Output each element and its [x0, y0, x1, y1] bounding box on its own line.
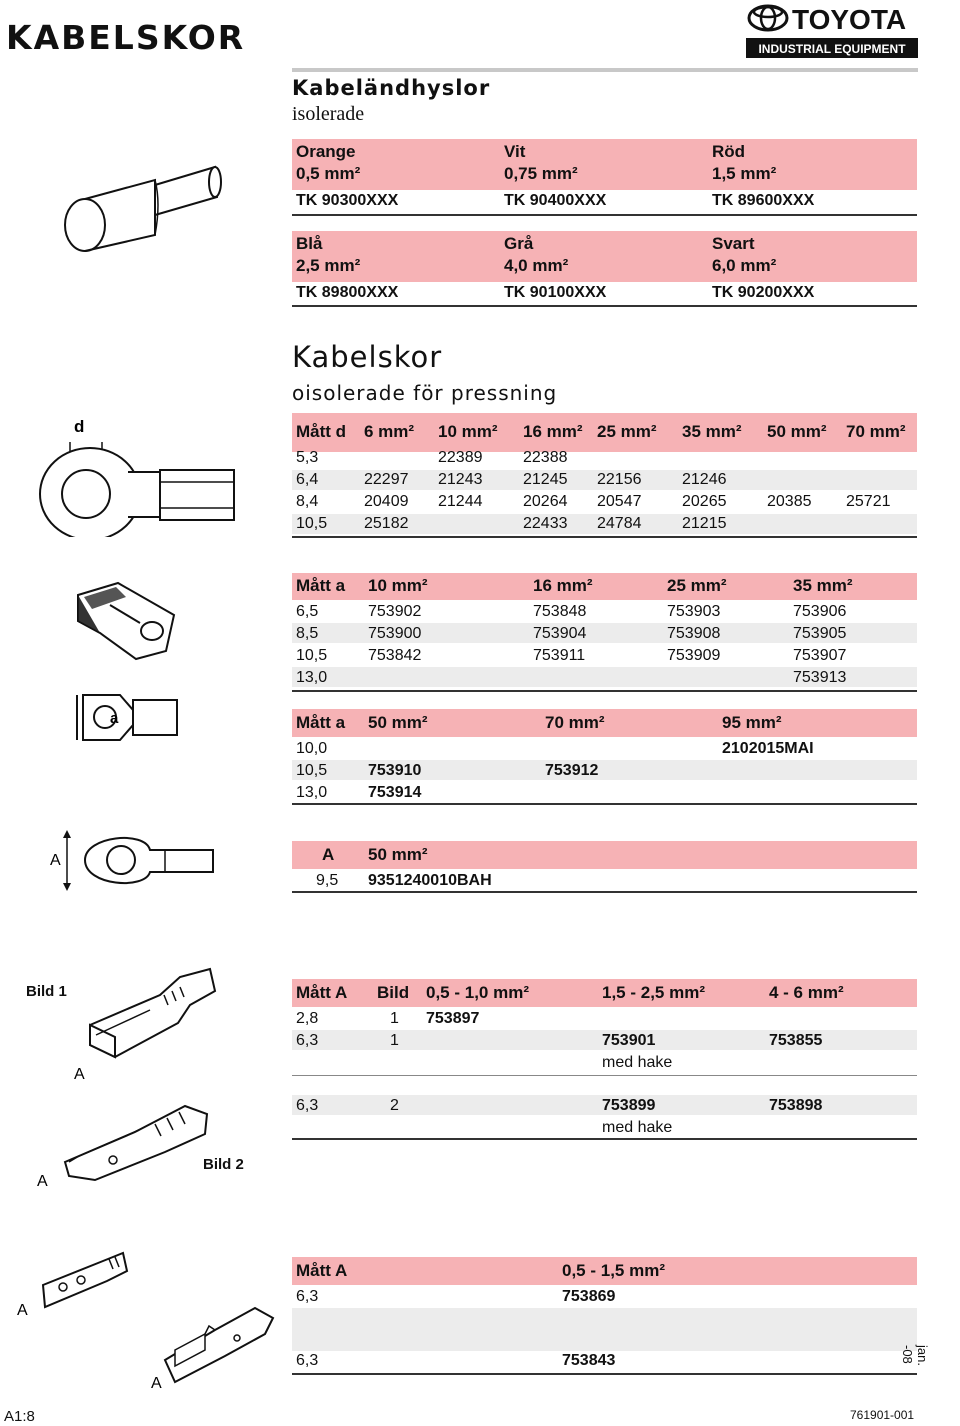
- dimension-A-label: A: [37, 1173, 48, 1190]
- table-cell: 753843: [562, 1352, 616, 1369]
- bild2-label: Bild 2: [203, 1156, 244, 1173]
- table-cell: 10,0: [296, 740, 328, 757]
- table-cell: 2: [390, 1097, 399, 1114]
- color-label: Röd: [712, 142, 746, 161]
- table-cell: 6,3: [296, 1288, 319, 1305]
- table-header: 16 mm²: [533, 576, 593, 595]
- sec1-subtitle: isolerade: [292, 103, 365, 125]
- table-cell: 753898: [769, 1097, 823, 1114]
- revision-date: jan. -08: [900, 1345, 930, 1366]
- part-number: TK 89600XXX: [712, 192, 815, 209]
- piggyback-terminal-illustration: [15, 1245, 135, 1325]
- flat-receptacle-illustration-1: [60, 965, 225, 1090]
- sec2-subtitle: oisolerade för pressning: [292, 381, 558, 405]
- table-cell: 1: [390, 1010, 399, 1027]
- table-cell: 10,5: [296, 515, 328, 532]
- table-cell: 8,4: [296, 493, 319, 510]
- color-label: Blå: [296, 234, 323, 253]
- tube-lug-illustration: [70, 575, 180, 670]
- rule: [292, 803, 917, 805]
- rule: [292, 214, 917, 216]
- table-cell: 753906: [793, 603, 847, 620]
- part-number: TK 90300XXX: [296, 192, 399, 209]
- rule: [292, 1075, 917, 1076]
- table-cell: 20409: [364, 493, 409, 510]
- table-cell: 1: [390, 1032, 399, 1049]
- dimension-a-label: a: [110, 710, 119, 727]
- table-cell: 753903: [667, 603, 721, 620]
- color-label: Orange: [296, 142, 356, 161]
- header-divider: [292, 68, 918, 72]
- table-cell: 21246: [682, 471, 727, 488]
- ring-terminal-illustration: [30, 412, 245, 542]
- table-header: Mått A: [296, 983, 348, 1002]
- table-cell: 753904: [533, 625, 587, 642]
- table-cell: 20265: [682, 493, 727, 510]
- table-header: 4 - 6 mm²: [769, 983, 844, 1002]
- table-cell: 753908: [667, 625, 721, 642]
- table-cell: 10,5: [296, 647, 328, 664]
- table-cell: 13,0: [296, 669, 328, 686]
- table-cell: 753855: [769, 1032, 823, 1049]
- table-cell: 753911: [533, 647, 586, 664]
- table-header: 25 mm²: [667, 576, 727, 595]
- table-cell: 20547: [597, 493, 642, 510]
- bild1-label: Bild 1: [26, 983, 67, 1000]
- dimension-A-label: A: [50, 852, 61, 869]
- table-cell: 753902: [368, 603, 422, 620]
- table-cell: 6,4: [296, 471, 319, 488]
- dimension-A-label: A: [17, 1302, 28, 1319]
- sec1-title: Kabeländhyslor: [292, 76, 491, 100]
- table-header: 0,5 - 1,0 mm²: [426, 983, 529, 1002]
- sec2-title: Kabelskor: [292, 340, 443, 374]
- table-header: 50 mm²: [767, 422, 827, 441]
- size-label: 6,0 mm²: [712, 256, 777, 275]
- table-cell: 6,3: [296, 1352, 319, 1369]
- table-cell: 20264: [523, 493, 568, 510]
- size-label: 0,5 mm²: [296, 164, 361, 183]
- table-cell: 5,3: [296, 449, 319, 466]
- color-label: Svart: [712, 234, 755, 253]
- table-header: 6 mm²: [364, 422, 415, 441]
- row-shade: [292, 1308, 917, 1351]
- rule: [292, 891, 917, 893]
- page-number: A1:8: [4, 1408, 35, 1425]
- table-cell: 21215: [682, 515, 727, 532]
- table-header: 35 mm²: [682, 422, 742, 441]
- table-header: 25 mm²: [597, 422, 657, 441]
- rule: [292, 1373, 917, 1375]
- part-number: TK 90100XXX: [504, 284, 607, 301]
- table-header: Bild: [377, 983, 410, 1002]
- dimension-d-label: d: [74, 417, 85, 436]
- rule: [292, 1138, 917, 1140]
- table-cell: 22388: [523, 449, 568, 466]
- part-number: TK 89800XXX: [296, 284, 399, 301]
- size-label: 0,75 mm²: [504, 164, 578, 183]
- table-cell: 753914: [368, 784, 422, 801]
- table-cell: 753913: [793, 669, 847, 686]
- table-cell: 9351240010BAH: [368, 872, 492, 889]
- table-cell: 10,5: [296, 762, 328, 779]
- table-cell: 2102015MAI: [722, 740, 814, 757]
- table-cell: 25721: [846, 493, 891, 510]
- flat-ring-terminal-illustration: [45, 828, 220, 898]
- toyota-logo: [746, 2, 918, 65]
- table-header: 10 mm²: [438, 422, 498, 441]
- logo-sub: INDUSTRIAL EQUIPMENT: [758, 42, 906, 56]
- table-cell: 21244: [438, 493, 483, 510]
- table-cell: 753897: [426, 1010, 480, 1027]
- table-cell: 753909: [667, 647, 721, 664]
- ferrule-illustration: [55, 145, 240, 260]
- table-cell: 9,5: [316, 872, 339, 889]
- table-cell: 753899: [602, 1097, 656, 1114]
- table-header: Mått a: [296, 576, 346, 595]
- table-header: A: [322, 845, 335, 864]
- flag-terminal-illustration: [145, 1290, 285, 1400]
- table-cell: 22433: [523, 515, 568, 532]
- rule: [292, 690, 917, 692]
- table-header: 10 mm²: [368, 576, 428, 595]
- table-header: 70 mm²: [846, 422, 906, 441]
- rule: [292, 536, 917, 538]
- table-cell-note: med hake: [602, 1054, 673, 1071]
- table-header: 50 mm²: [368, 713, 428, 732]
- table-cell: 753901: [602, 1032, 656, 1049]
- table-header: 0,5 - 1,5 mm²: [562, 1261, 665, 1280]
- table-cell: 2,8: [296, 1010, 319, 1027]
- table-cell: 6,5: [296, 603, 319, 620]
- table-cell: 13,0: [296, 784, 328, 801]
- table-cell: 753907: [793, 647, 847, 664]
- table-cell: 753848: [533, 603, 587, 620]
- table-header: 16 mm²: [523, 422, 583, 441]
- document-code: 761901-001: [850, 1408, 915, 1422]
- table-cell: 753900: [368, 625, 422, 642]
- color-label: Grå: [504, 234, 534, 253]
- tube-lug-top-view: [75, 690, 185, 750]
- part-number: TK 90400XXX: [504, 192, 607, 209]
- size-label: 2,5 mm²: [296, 256, 361, 275]
- table-header: Mått a: [296, 713, 346, 732]
- table-header: 95 mm²: [722, 713, 782, 732]
- sec1-band-1: [292, 139, 917, 190]
- table-header: Mått A: [296, 1261, 348, 1280]
- table-header: 35 mm²: [793, 576, 853, 595]
- table-cell: 21245: [523, 471, 568, 488]
- color-label: Vit: [504, 142, 526, 161]
- table-header: 1,5 - 2,5 mm²: [602, 983, 705, 1002]
- dimension-A-label: A: [74, 1066, 85, 1083]
- table-cell: 753910: [368, 762, 422, 779]
- table-cell: 22389: [438, 449, 483, 466]
- table-cell: 20385: [767, 493, 812, 510]
- table-cell: 6,3: [296, 1097, 319, 1114]
- table-header: Mått d: [296, 422, 347, 441]
- table-cell: 25182: [364, 515, 409, 532]
- logo-brand: TOYOTA: [792, 4, 907, 35]
- page-title: KABELSKOR: [6, 18, 246, 57]
- table-cell: 6,3: [296, 1032, 319, 1049]
- table-cell-note: med hake: [602, 1119, 673, 1136]
- table-cell: 753842: [368, 647, 422, 664]
- table-cell: 21243: [438, 471, 483, 488]
- size-label: 1,5 mm²: [712, 164, 777, 183]
- rule: [292, 305, 917, 307]
- table-cell: 753905: [793, 625, 847, 642]
- flat-receptacle-illustration-2: [35, 1100, 215, 1200]
- dimension-A-label: A: [151, 1375, 162, 1392]
- size-label: 4,0 mm²: [504, 256, 569, 275]
- table-cell: 22297: [364, 471, 409, 488]
- table-header: 50 mm²: [368, 845, 428, 864]
- table-cell: 8,5: [296, 625, 319, 642]
- table-cell: 753912: [545, 762, 599, 779]
- part-number: TK 90200XXX: [712, 284, 815, 301]
- table-header: 70 mm²: [545, 713, 605, 732]
- sec1-band-2: [292, 231, 917, 282]
- table-cell: 22156: [597, 471, 642, 488]
- table-cell: 24784: [597, 515, 642, 532]
- table-cell: 753869: [562, 1288, 616, 1305]
